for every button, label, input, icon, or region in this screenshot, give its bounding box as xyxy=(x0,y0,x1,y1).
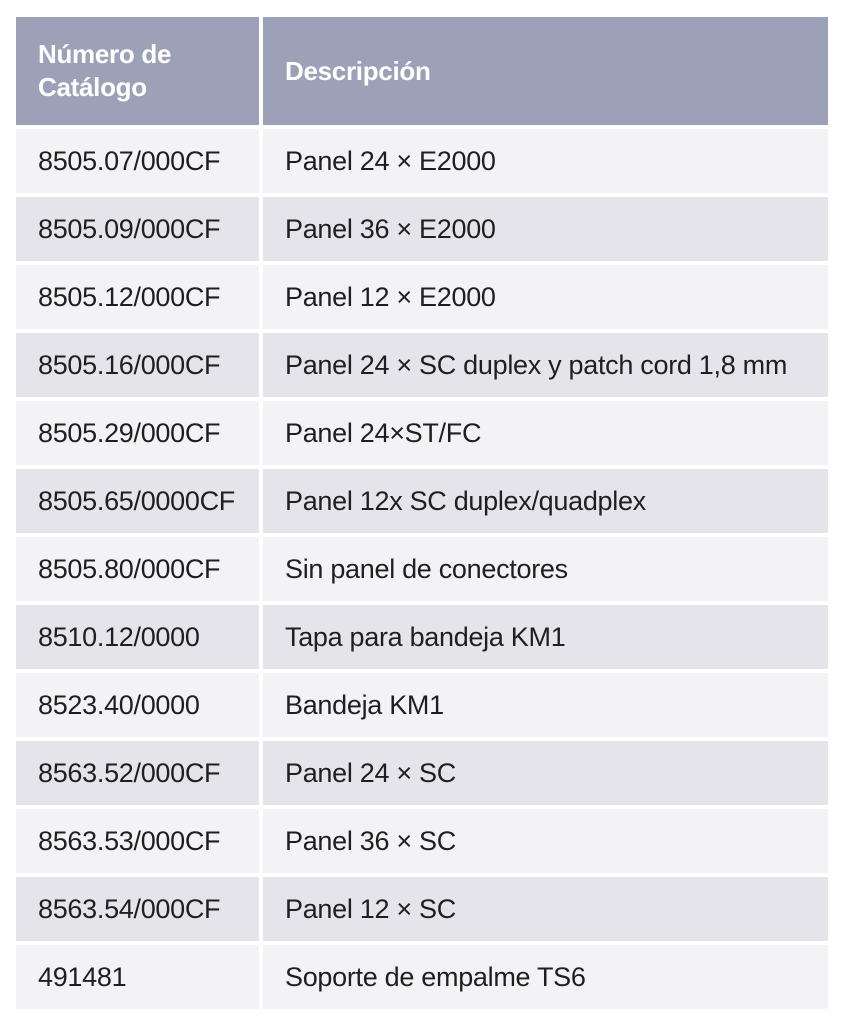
table-row xyxy=(16,265,828,329)
catalog-table xyxy=(16,17,828,1009)
description-cell: Panel 24 × SC xyxy=(263,741,828,805)
catalog-number-cell: 8505.65/0000CF xyxy=(16,469,259,533)
catalog-number-cell: 8505.09/000CF xyxy=(16,197,259,261)
catalog-number-cell: 8563.52/000CF xyxy=(16,741,259,805)
table-row xyxy=(16,945,828,1009)
description-cell: Panel 24×ST/FC xyxy=(263,401,828,465)
catalog-number-cell: 8563.54/000CF xyxy=(16,877,259,941)
table-row xyxy=(16,877,828,941)
table-row xyxy=(16,809,828,873)
table-row xyxy=(16,673,828,737)
description-cell: Panel 36 × SC xyxy=(263,809,828,873)
table-row xyxy=(16,129,828,193)
catalog-number-cell: 8510.12/0000 xyxy=(16,605,259,669)
description-cell: Sin panel de conectores xyxy=(263,537,828,601)
catalog-number-cell: 8505.12/000CF xyxy=(16,265,259,329)
table-row xyxy=(16,197,828,261)
table-row xyxy=(16,605,828,669)
catalog-number-cell: 8505.29/000CF xyxy=(16,401,259,465)
description-cell: Panel 12 × SC xyxy=(263,877,828,941)
description-cell: Panel 36 × E2000 xyxy=(263,197,828,261)
catalog-number-cell: 8505.07/000CF xyxy=(16,129,259,193)
description-cell: Panel 12x SC duplex/quadplex xyxy=(263,469,828,533)
description-cell: Panel 24 × E2000 xyxy=(263,129,828,193)
description-cell: Panel 24 × SC duplex y patch cord 1,8 mm xyxy=(263,333,828,397)
description-cell: Bandeja KM1 xyxy=(263,673,828,737)
catalog-number-cell: 8523.40/0000 xyxy=(16,673,259,737)
catalog-number-cell: 8563.53/000CF xyxy=(16,809,259,873)
table-row xyxy=(16,537,828,601)
catalog-number-cell: 8505.16/000CF xyxy=(16,333,259,397)
table-row xyxy=(16,401,828,465)
table-header-row xyxy=(16,17,828,125)
header-description: Descripción xyxy=(263,17,828,125)
catalog-number-cell: 8505.80/000CF xyxy=(16,537,259,601)
description-cell: Tapa para bandeja KM1 xyxy=(263,605,828,669)
table-row xyxy=(16,741,828,805)
header-catalog-number: Número de Catálogo xyxy=(16,17,259,125)
description-cell: Panel 12 × E2000 xyxy=(263,265,828,329)
table-row xyxy=(16,333,828,397)
catalog-number-cell: 491481 xyxy=(16,945,259,1009)
table-row xyxy=(16,469,828,533)
description-cell: Soporte de empalme TS6 xyxy=(263,945,828,1009)
